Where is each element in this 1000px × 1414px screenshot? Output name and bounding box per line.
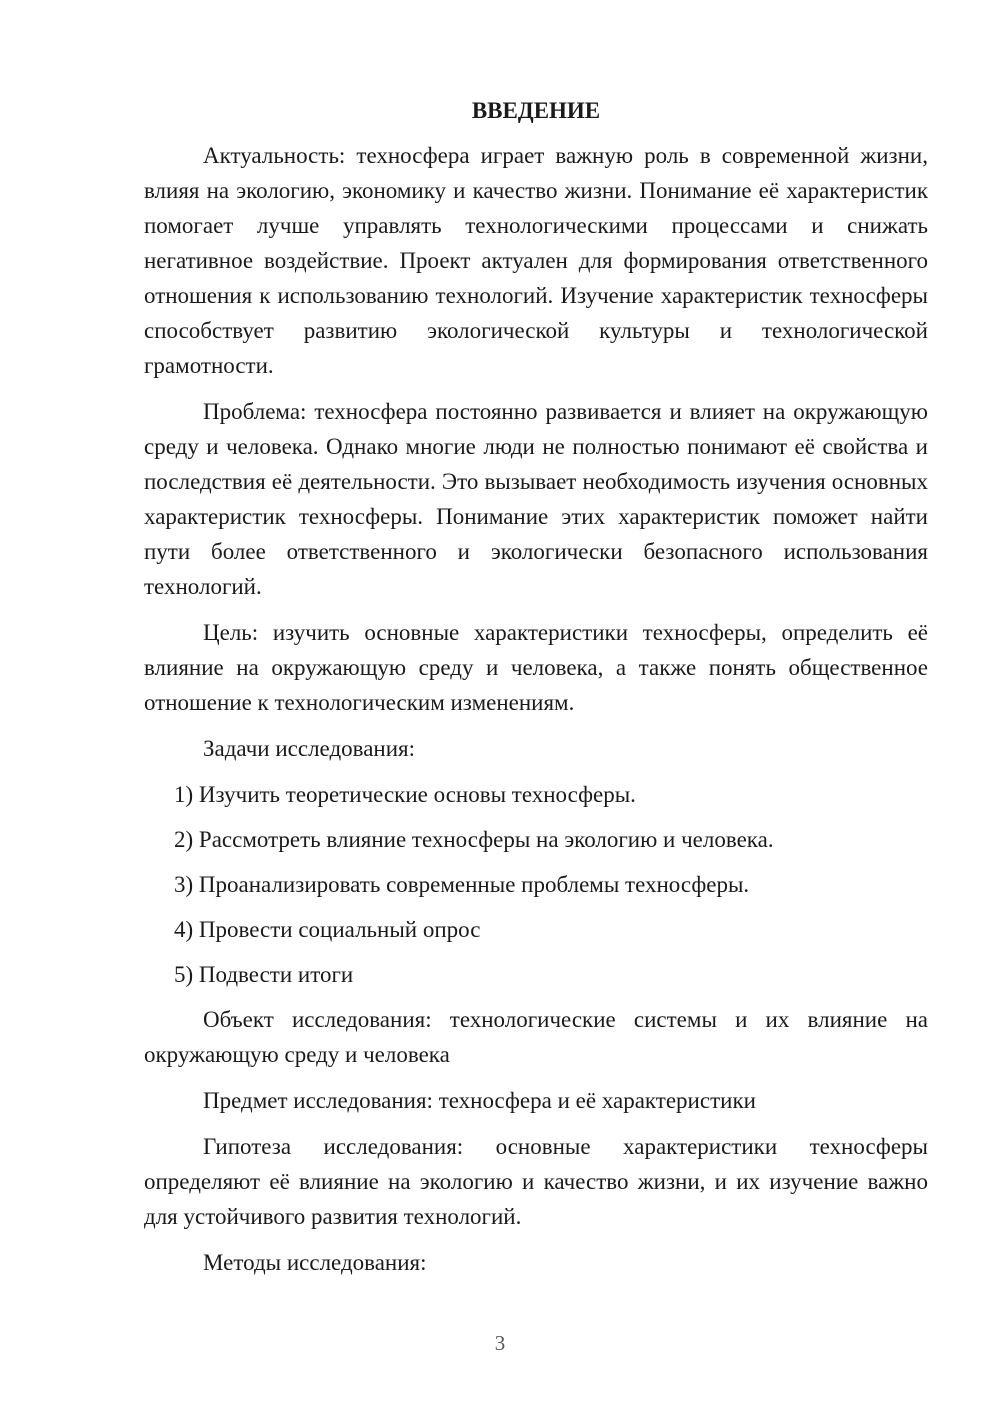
list-item: 3) Проанализировать современные проблемы техносферы. <box>174 872 750 897</box>
page-content <box>144 96 928 1291</box>
page-number: 3 <box>494 1331 506 1355</box>
subject-paragraph: Предмет исследования: техносфера и её характеристики <box>203 1088 756 1113</box>
tasks-title: Задачи исследования: <box>203 736 416 761</box>
object-paragraph: Объект исследования: технологические системы и их влияние на окружающую среду и человека <box>144 1007 928 1067</box>
hypothesis-paragraph: Гипотеза исследования: основные характеристики техносферы определяют её влияние на экологию и качество жизни, и их изучение важно для устойчивого развития технологий. <box>144 1134 928 1229</box>
methods-title: Методы исследования: <box>203 1250 427 1275</box>
list-item: 4) Провести социальный опрос <box>174 917 481 942</box>
section-heading: ВВЕДЕНИЕ <box>471 98 601 123</box>
list-item: 5) Подвести итоги <box>174 962 354 987</box>
list-item: 1) Изучить теоретические основы техносферы. <box>174 782 636 807</box>
goal-paragraph: Цель: изучить основные характеристики техносферы, определить её влияние на окружающую среду и человека, а также понять общественное отношение к технологическим изменениям. <box>144 620 928 715</box>
list-item: 2) Рассмотреть влияние техносферы на экологию и человека. <box>174 827 774 852</box>
problem-paragraph: Проблема: техносфера постоянно развивается и влияет на окружающую среду и человека. Однако многие люди не полностью понимают её свойства и последствия её деятельности. Это вызывает необходимость изучения основных характеристик техносферы. Понимание этих характеристик поможет найти пути более ответственного и экологически безопасного использования технологий. <box>144 399 928 599</box>
relevance-paragraph: Актуальность: техносфера играет важную роль в современной жизни, влияя на экологию, экономику и качество жизни. Понимание её характеристик помогает лучше управлять технологическими процессами и снижать негативное воздействие. Проект актуален для формирования ответственного отношения к использованию технологий. Изучение характеристик техносферы способствует развитию экологической культуры и технологической грамотности. <box>144 143 928 378</box>
tasks-list <box>144 777 928 992</box>
